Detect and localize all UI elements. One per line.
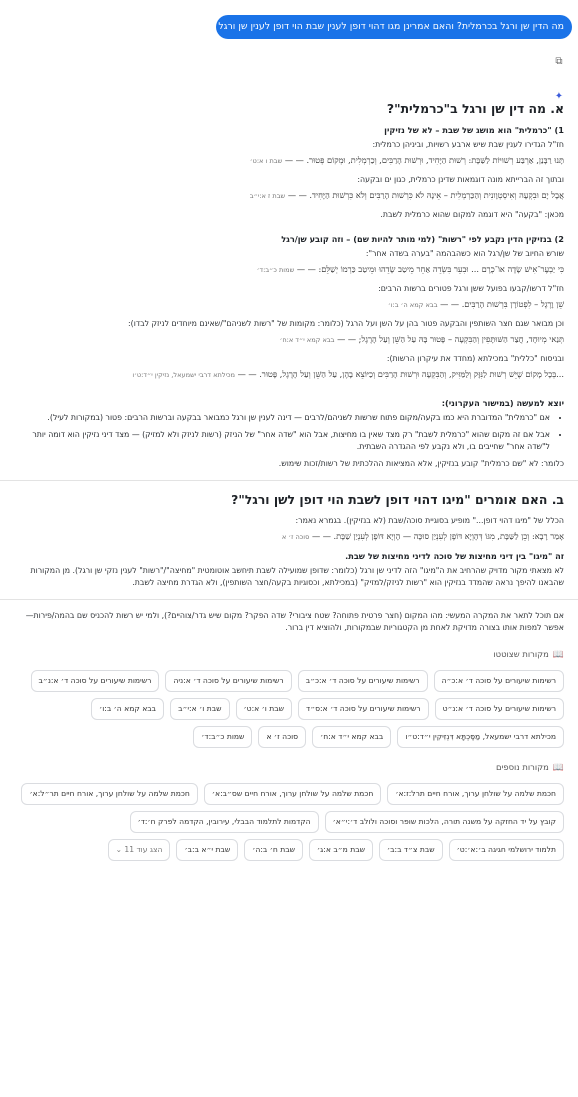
source-chip[interactable]: קובץ על יד החזקה על משנה תורה, הלכות שופר וסוכה ולולב ד׳:י״א׳: [325, 811, 564, 833]
book-icon: 📖: [552, 650, 564, 660]
closing-text: אם תוכל לתאר את המקרה המעשי: מהו המקום (חצר פרטית פתוחה? שטח ציבורי? שדה הפקר? מקום שיש גדר/צוהיים?), ולמי יש רשות להכניס שם בהמה/פירות—אפשר למפות אותו בצורה מדויקת לאחת מן הקטגוריות שבמקורות, ולהוציא דין ברור.: [25, 611, 564, 632]
source-chip[interactable]: שבת י״א ב:ב׳: [176, 839, 238, 861]
show-more-button[interactable]: [108, 839, 171, 861]
source-quote: [14, 530, 564, 544]
source-chip[interactable]: בבא קמא י״ד א:ח׳: [312, 726, 391, 748]
quote-text: אֲבָל יָם וּבִקְעָה וְאִיסְטְוָונִית וְהַכַּרְמְלִית – אֵינָהּ לֹא כִּרְשׁוּת הָרַבִּים וְלֹא כִּרְשׁוּת הַיָּחִיד. — —: [285, 190, 564, 200]
quote-text: אָמַר רָבָא: וְכֵן לַשַּׁבָּת, מִגּוֹ דְּהָוְיָא דּוֹפֶן לְעִנְיַן סוּכָּה — הָוְיָא דּוֹפֶן לְעִנְיַן שַׁבָּת. — —: [309, 531, 564, 541]
quote-ref[interactable]: שבת ז א:י״ב: [249, 192, 286, 200]
source-chip[interactable]: רשימות שיעורים על סוכה ד׳ א:ניה: [165, 670, 291, 692]
a2-text-2: חז"ל דרשו/קבעו בפועל ששן ורגל פטורים ברשות הרבים:: [378, 284, 564, 293]
sources-more-title: [14, 762, 564, 773]
quote-text: ...בְּכָל מָקוֹם שֶׁיֵּשׁ רְשׁוּת לַנִּזָּק וְלַמַּזִּיק, וְהַבִּקְעָה וּרְשׁוּת הָרַבִּים וְכַיּוֹצֵא בָהֶן, עַל הַשֵּׁן וְעַל הָרֶגֶל, פָּטוּר. — —: [235, 369, 564, 379]
source-chip[interactable]: רשימות שיעורים על סוכה ד׳ א:נ״ב: [31, 670, 160, 692]
chevron-down-icon: ⌄: [115, 845, 122, 854]
a1-heading: 1) "כרמלית" הוא מושג של שבת – לא של נזיקין: [384, 125, 564, 135]
source-chip[interactable]: שמות כ״ב:ד׳: [193, 726, 252, 748]
source-chip[interactable]: הקדמות לתלמוד הבבלי, עירובין, הקדמה לפרק ח׳:ד׳: [130, 811, 319, 833]
sources-cited-label: מקורות שצוטטו: [493, 649, 549, 659]
a2-text: שורש החיוב של שן/רגל הוא כשהבהמה "בערה בשדה אחר":: [365, 249, 564, 258]
book-icon: 📖: [552, 763, 564, 773]
source-chip[interactable]: רשימות שיעורים על סוכה ד׳ א:ס״ד: [298, 698, 429, 720]
quote-text: כִּי יַבְעֶר־אִישׁ שָׂדֶה אוֹ־כֶרֶם ... וּבִעֵר בִּשְׂדֵה אַחֵר מֵיטַב שָׂדֵהוּ וּמֵיטַב כַּרְמוֹ יְשַׁלֵּם: — —: [294, 264, 564, 274]
source-chip[interactable]: מכילתא דרבי ישמעאל, מַסֶּכְתָּא דִּנְזִיקִין י״ד:ט״ו: [397, 726, 564, 748]
a3-conclusion: כלומר: לא "שם כרמלית" קובע בנזיקין, אלא המציאות ההלכתית של רשות/זכות שימוש.: [278, 459, 564, 468]
a3-heading: יוצא למעשה (במישור העקרוני):: [441, 398, 564, 408]
b1-text: הכלל של "מיגו דהוי דופן..." מופיע בסוגיית סוכה/שבת (לא בנזיקין). בגמרא נאמר:: [295, 516, 564, 525]
a1-note: מכאן: "בקעה" היא דוגמה למקום שהוא כרמלית לשבת.: [380, 210, 564, 219]
source-quote: [14, 154, 564, 168]
sources-cited-title: [14, 649, 564, 660]
a3-list: [14, 412, 564, 453]
quote-text: תָּנוּ רַבָּנַן, אַרְבַּע רְשׁוּיּוֹת לַשַּׁבָּת: רְשׁוּת הַיָּחִיד, וּרְשׁוּת הָרַבִּים, וְכַרְמְלִית, וּמְקוֹם פְּטוּר. — —: [282, 155, 564, 165]
source-quote: [14, 263, 564, 277]
source-quote: [14, 368, 564, 382]
source-chip[interactable]: רשימות שיעורים על סוכה ד׳ א:כ״ה: [434, 670, 564, 692]
source-chip[interactable]: חכמת שלמה על שולחן ערוך, אורח חיים תר״ל:א׳: [21, 783, 197, 805]
assistant-answer: [14, 100, 564, 875]
user-message-bubble: מה הדין שן ורגל בכרמלית? והאם אמרינן מגו דהוי דופן לענין שבת הוי דופן לענין שן ורגל: [216, 15, 572, 39]
source-chip[interactable]: חכמת שלמה על שולחן ערוך, אורח חיים תרל:ז:א׳: [387, 783, 564, 805]
source-chip[interactable]: שבת ו׳ א:י״ב: [170, 698, 229, 720]
sources-more-list: [14, 783, 564, 861]
a2-text-4: ובניסוח "כללית" במכילתא (מחדד את עיקרון הרשות):: [386, 354, 564, 363]
section-b-title: ב. האם אומרים "מיגו דהוי דופן לשבת הוי דופן לשן ורגל"?: [231, 492, 564, 507]
source-chip[interactable]: רשימות שיעורים על סוכה ד׳ א:כ״ב: [298, 670, 428, 692]
quote-ref[interactable]: בבא קמא י״ד א:ח׳: [279, 336, 335, 344]
copy-icon[interactable]: ⧉: [555, 56, 563, 67]
a1-text: חז"ל הגדירו לענין שבת שיש ארבע רשויות, וביניהן כרמלית:: [372, 140, 564, 149]
sources-more-label: מקורות נוספים: [495, 762, 549, 772]
source-chip[interactable]: סוכה ז׳ א: [258, 726, 306, 748]
quote-ref[interactable]: שמות כ״ב:ד׳: [256, 266, 295, 274]
section-a-title: א. מה דין שן ורגל ב"כרמלית"?: [386, 101, 564, 116]
list-item: • אם "כרמלית" המדוברת היא כמו בקעה/מקום פתוח שרשות לשניהם/לרבים — דינה לענין שן ורגל כמבואר בבקעה וברשות הרבים: פטור (במקורות לעיל).: [14, 412, 550, 424]
list-item: • אבל אם זה מקום שהוא "כרמלית לשבת" רק מצד שאין בו מחיצות, אבל הוא "שדה אחר" של הניזק (רשות לניזק ולא למזיק) — מצד דיני נזיקין הוא דומה יותר ל"שדה אחר" שחייבים בו, ולא נקבע לפי ההגדרה השבתית.: [14, 429, 550, 453]
source-chip[interactable]: שבת ח׳ ב:ה׳: [244, 839, 303, 861]
quote-ref[interactable]: מכילתא דרבי ישמעאל, נזיקין י״ד:ט׳ו: [132, 371, 236, 379]
a1-text-2: ובתוך זה הברייתא מונה דוגמאות שדינן כרמלית, כגון ים ובקעה:: [357, 175, 564, 184]
source-quote: [14, 298, 564, 312]
a2-heading: 2) בנזיקין הדין נקבע לפי "רשות" (למי מותר להיות שם) – וזה קובע שן/רגל: [281, 234, 564, 244]
source-chip[interactable]: שבת צ״ד ב:ב׳: [379, 839, 443, 861]
source-quote: [14, 333, 564, 347]
quote-ref[interactable]: סוכה ז׳ א: [281, 533, 310, 541]
b2-heading: זה "מיגו" בין דיני מחיצות של סוכה לדיני מחיצות של שבת.: [345, 551, 564, 561]
source-quote: [14, 189, 564, 203]
b2-text: לא מצאתי מקור מדויק שהרחיב את ה"מיגו" הזה לדיני שן ורגל (כלומר: שדופן שמועילה לשבת תיחשב אוטומטית "מחיצה"/"רשות" לענין נזקי שן ורגל). מן המקורות שהבאנו להיפך נראה שהמדד בנזיקין הוא "רשות לניזק/למזיק" (במכילתא, וכסוגיות בקעה/חצר השותפין), ולא הגדרת מחיצה לשבת.: [30, 566, 564, 587]
source-chip[interactable]: בבא קמא ה׳ ב:ו׳: [91, 698, 164, 720]
sparkle-icon[interactable]: ✦: [554, 91, 564, 102]
quote-text: שֵׁן וָרֶגֶל – לִפְטוֹרָן בִּרְשׁוּת הָרַבִּים. — —: [437, 299, 564, 309]
divider: [0, 480, 578, 481]
source-chip[interactable]: תלמוד ירושלמי חגיגה ב׳:א׳:ט׳: [449, 839, 564, 861]
source-chip[interactable]: שבת ו׳ א:ט׳: [236, 698, 293, 720]
source-chip[interactable]: חכמת שלמה על שולחן ערוך, אורח חיים שס״ב:א׳: [204, 783, 381, 805]
sources-cited-list: [14, 670, 564, 748]
divider: [0, 599, 578, 600]
quote-text: תְּנַאי מְיוּחָד, חֲצַר הַשּׁוּתָּפִין וְהַבִּקְעָה – פָּטוּר בָּהּ עַל הַשֵּׁן וְעַל הָרֶגֶל; — —: [334, 334, 564, 344]
source-chip[interactable]: שבת מ״ב א:ג׳: [309, 839, 373, 861]
source-chip[interactable]: רשימות שיעורים על סוכה ד׳ א:נ״ט: [435, 698, 564, 720]
quote-ref[interactable]: בבא קמא ה׳ ב:ו׳: [388, 301, 438, 309]
a2-text-3: וכן מבואר שגם חצר השותפין והבקעה פטור בהן על השן ועל הרגל (כלומר: מקומות של "רשות לשניהם"/שאינם מיוחדים לניזק לבדו):: [128, 319, 564, 328]
quote-ref[interactable]: שבת ו א:ט׳: [249, 157, 283, 165]
show-more-label: הצג עוד 11: [124, 845, 163, 854]
